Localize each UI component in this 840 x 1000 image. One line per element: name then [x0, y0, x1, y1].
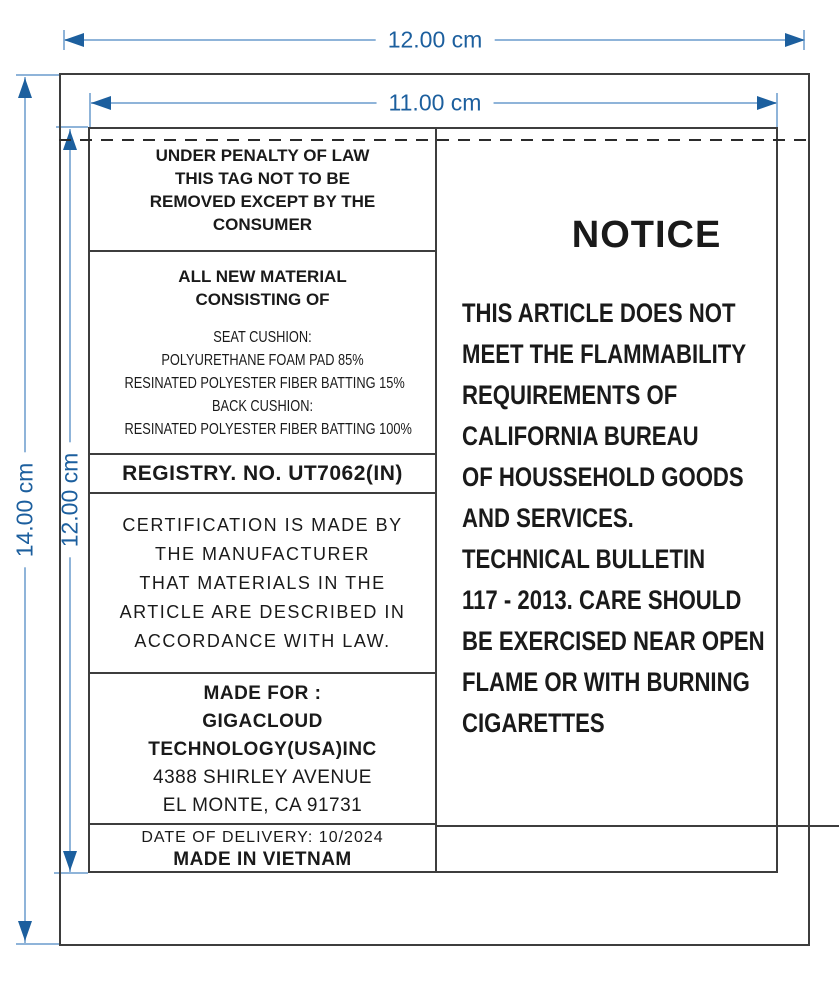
- dim-label-inner-width: 11.00 cm: [377, 90, 494, 117]
- notice-title: NOTICE: [571, 214, 722, 256]
- company-name: GIGACLOUD: [202, 711, 323, 732]
- material-line: BACK CUSHION:: [212, 398, 313, 415]
- material-heading-line: ALL NEW MATERIAL: [178, 267, 347, 286]
- arrow-left-icon: [64, 33, 84, 47]
- notice-body: [462, 293, 831, 744]
- penalty-line: UNDER PENALTY OF LAW: [155, 146, 370, 165]
- delivery-origin-block: [90, 825, 435, 871]
- certification-line: ARTICLE ARE DESCRIBED IN: [119, 602, 406, 622]
- arrow-down-icon: [18, 921, 32, 941]
- registry-number: REGISTRY. NO. UT7062(IN): [90, 455, 435, 494]
- delivery-date: DATE OF DELIVERY: 10/2024: [141, 829, 384, 846]
- spacer: [90, 311, 435, 326]
- address-line: 4388 SHIRLEY AVENUE: [153, 767, 372, 788]
- fold-line: [59, 139, 810, 141]
- dim-label-outer-height: 14.00 cm: [12, 453, 39, 568]
- arrow-up-icon: [18, 78, 32, 98]
- notice-section: [437, 129, 839, 825]
- notice-line: FLAME OR WITH BURNING: [462, 667, 750, 697]
- country-of-origin: MADE IN VIETNAM: [173, 849, 352, 870]
- notice-line: TECHNICAL BULLETIN: [462, 544, 706, 574]
- arrow-right-icon: [785, 33, 805, 47]
- made-for-block: [90, 674, 435, 825]
- dim-label-inner-height: 12.00 cm: [57, 443, 84, 558]
- penalty-line: REMOVED EXCEPT BY THE: [149, 192, 376, 211]
- certification-line: ACCORDANCE WITH LAW.: [134, 631, 391, 651]
- label-right-column: [437, 129, 839, 871]
- notice-line: CIGARETTES: [462, 708, 605, 738]
- notice-line: AND SERVICES.: [462, 503, 634, 533]
- made-for-line: MADE FOR :: [203, 683, 322, 704]
- address-line: EL MONTE, CA 91731: [162, 795, 363, 816]
- dim-label-outer-width: 12.00 cm: [376, 27, 495, 54]
- company-name: TECHNOLOGY(USA)INC: [148, 739, 377, 760]
- material-heading-line: CONSISTING OF: [195, 290, 330, 309]
- penalty-line: THIS TAG NOT TO BE: [174, 169, 351, 188]
- certification-statement: [90, 494, 435, 674]
- dim-tick: [16, 943, 60, 945]
- label-left-column: [90, 129, 437, 871]
- notice-line: REQUIREMENTS OF: [462, 380, 678, 410]
- notice-line: THIS ARTICLE DOES NOT: [462, 298, 736, 328]
- notice-line: BE EXERCISED NEAR OPEN: [462, 626, 765, 656]
- penalty-statement: [90, 129, 435, 252]
- law-label: [88, 127, 778, 873]
- material-line: RESINATED POLYESTER FIBER BATTING 15%: [124, 375, 405, 392]
- notice-line: MEET THE FLAMMABILITY: [462, 339, 747, 369]
- certification-line: THAT MATERIALS IN THE: [139, 573, 386, 593]
- notice-line: CALIFORNIA BUREAU: [462, 421, 699, 451]
- material-contents: [90, 252, 435, 455]
- material-line: SEAT CUSHION:: [213, 329, 312, 346]
- material-line: POLYURETHANE FOAM PAD 85%: [161, 352, 364, 369]
- certification-line: CERTIFICATION IS MADE BY: [122, 515, 403, 535]
- material-line: RESINATED POLYESTER FIBER BATTING 100%: [124, 421, 412, 438]
- penalty-line: CONSUMER: [212, 215, 313, 234]
- empty-bottom-cell: [437, 825, 839, 871]
- certification-line: THE MANUFACTURER: [154, 544, 370, 564]
- dim-tick: [16, 74, 60, 76]
- notice-line: 117 - 2013. CARE SHOULD: [462, 585, 742, 615]
- notice-line: OF HOUSSEHOLD GOODS: [462, 462, 744, 492]
